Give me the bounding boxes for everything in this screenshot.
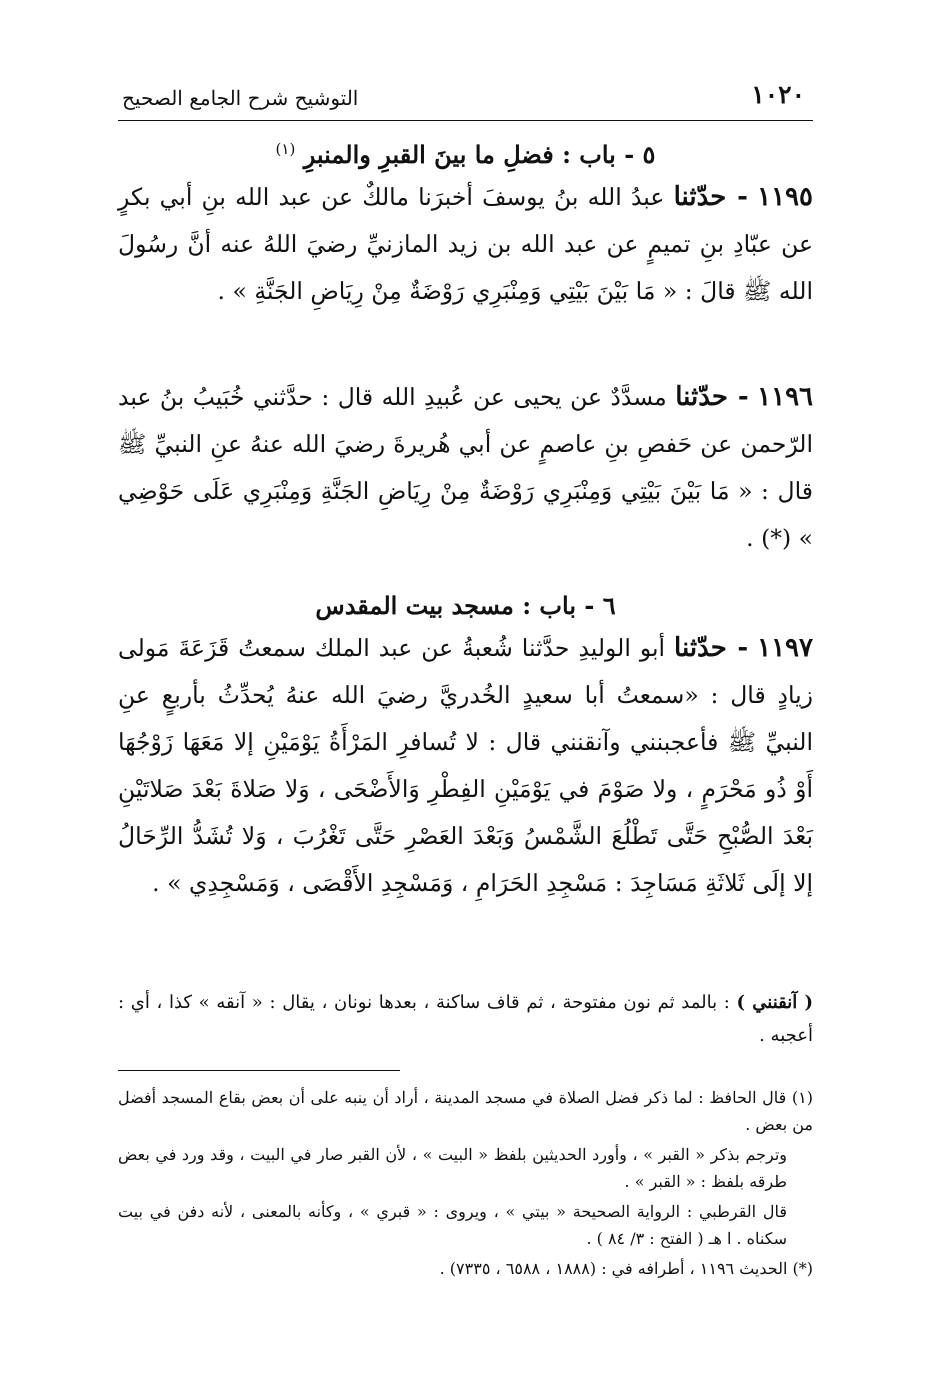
footnote-separator — [118, 1070, 400, 1071]
chapter-5-title: ٥ - باب : فضلِ ما بينَ القبرِ والمنبرِ — [303, 140, 656, 169]
hadith-1197-text: أبو الوليدِ حدَّثنا شُعبةُ عن عبد الملك سمعتُ قَزَعَةَ مَولى زيادٍ قال : «سمعتُ أبا سعيدٍ الخُدريَّ رضيَ الله عنهُ يُحدِّثُ بأربعٍ عنِ النبيِّ ﷺ فأعجبنني وآنقنني قال : لا تُسافرِ المَرْأَةُ يَوْمَيْنِ إلا مَعَهَا زَوْجُهَا أَوْ ذُو مَحْرَمٍ ، ولا صَوْمَ في يَوْمَيْنِ الفِطْرِ وَالأَضْحَى ، وَلا صَلاةَ بَعْدَ صَلاتَيْنِ بَعْدَ الصُّبْحِ حَتَّى تَطْلُعَ الشَّمْسُ وَبَعْدَ العَصْرِ حَتَّى تَغْرُبَ ، وَلا تُشَدُّ الرِّحَالُ إلا إلَى ثَلاثَةِ مَسَاجِدَ : مَسْجِدِ الحَرَامِ ، وَمَسْجِدِ الأَقْصَى ، وَمَسْجِدِي » . — [118, 634, 813, 897]
running-title: التوشيح شرح الجامع الصحيح — [122, 86, 359, 110]
footnotes — [118, 1084, 813, 1285]
hadith-1196 — [118, 374, 813, 562]
hadith-1197-lead: - حدّثنا — [674, 633, 749, 663]
footnote-1-cont-b: قال القرطبي : الرواية الصحيحة « بيتي » ، ويروى : « قبري » ، وكأنه بالمعنى ، لأنه دفن في بيت سكناه . ا هـ ( الفتح : ٣/ ٨٤ ) . — [118, 1202, 787, 1248]
hadith-1195-number: ١١٩٥ — [757, 182, 813, 212]
hadith-1196-number: ١١٩٦ — [757, 382, 813, 412]
chapter-5-heading — [118, 140, 813, 169]
hadith-1196-lead: - حدّثنا — [675, 382, 749, 412]
footnote-1-cont-a: وترجم بذكر « القبر » ، وأورد الحديثين بلفظ « البيت » ، لأن القبر صار في البيت ، وقد ورد في بعض طرقه بلفظ : « القبر » . — [118, 1145, 787, 1191]
chapter-6-title: ٦ - باب : مسجد بيت المقدس — [315, 591, 616, 620]
hadith-1197-number: ١١٩٧ — [757, 633, 813, 663]
chapter-6-heading — [118, 591, 813, 620]
gloss-text: : بالمد ثم نون مفتوحة ، ثم قاف ساكنة ، بعدها نونان ، يقال : « آنقه » كذا ، أي : أعجبه . — [118, 992, 813, 1046]
hadith-1195-text: عبدُ الله بنُ يوسفَ أخبرَنا مالكٌ عن عبد الله بنِ أبي بكرٍ عن عبّادِ بنِ تميمٍ عن عبد الله بن زيد المازنيِّ رضيَ اللهُ عنه أنَّ رسُولَ الله ﷺ قالَ : « مَا بَيْنَ بَيْتِي وَمِنْبَرِي رَوْضَةٌ مِنْ رِيَاضِ الجَنَّةِ » . — [118, 183, 814, 305]
page-header — [118, 78, 813, 121]
footnote-star: (*) الحديث ١١٩٦ ، أطرافه في : (١٨٨٨ ، ٦٥٨٨ ، ٧٣٣٥) . — [439, 1259, 813, 1278]
page-number: ١٠٢٠ — [751, 80, 805, 109]
gloss-annaqanni — [118, 986, 813, 1052]
footnote-ref-1: (١) — [275, 140, 296, 158]
hadith-1196-text: مسدَّدٌ عن يحيى عن عُبيدِ الله قال : حدَّثني خُبَيبُ بنُ عبد الرّحمن عن حَفصِ بنِ عاصمٍ عن أبي هُريرةَ رضيَ الله عنهُ عنِ النبيِّ ﷺ قال : « مَا بَيْنَ بَيْتِي وَمِنْبَرِي رَوْضَةٌ مِنْ رِيَاضِ الجَنَّةِ وَمِنْبَرِي عَلَى حَوْضِي » (*) . — [118, 383, 813, 552]
hadith-1195 — [118, 174, 813, 315]
footnote-1: (١) قال الحافظ : لما ذكر فضل الصلاة في مسجد المدينة ، أراد أن ينبه على أن بعض بقاع المسجد أفضل من بعض . — [118, 1088, 814, 1134]
hadith-1195-lead: - حدّثنا — [673, 182, 748, 212]
gloss-term: ( آنقنني ) — [736, 992, 813, 1013]
book-page — [118, 78, 813, 1328]
hadith-1197 — [118, 625, 813, 907]
